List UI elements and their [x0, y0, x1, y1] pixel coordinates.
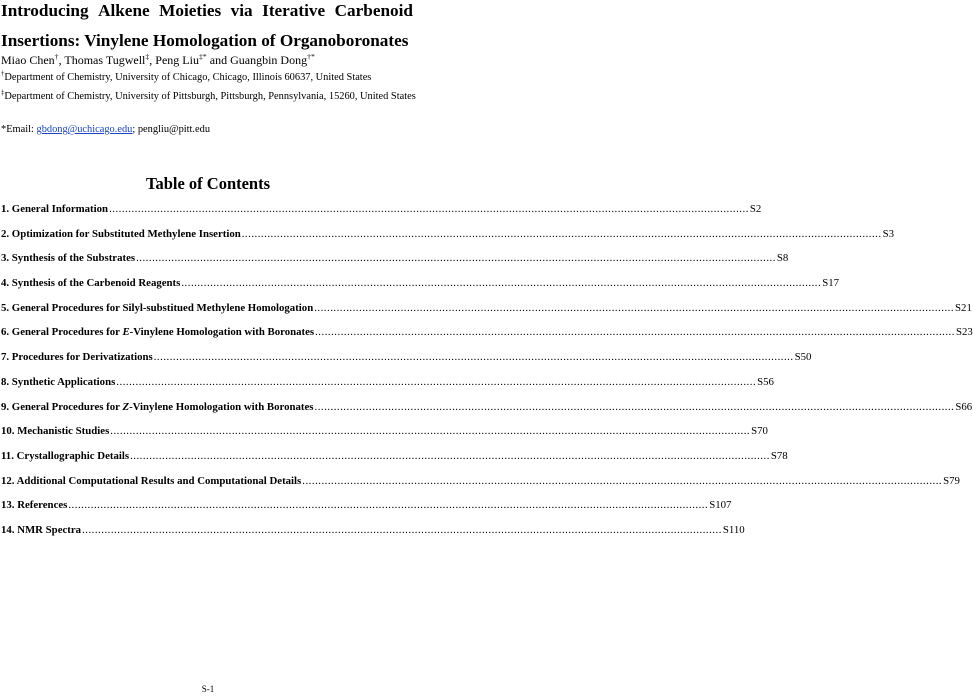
- toc-entry-label: 2. Optimization for Substituted Methylene Insertion: [1, 227, 241, 240]
- author-mark: ‡*: [198, 52, 207, 61]
- contact-email: [1, 124, 210, 135]
- page-number: S-1: [201, 684, 215, 694]
- toc-entry[interactable]: [1, 301, 972, 327]
- toc-entry-page: S50: [794, 351, 812, 364]
- toc-dot-leader: ........................................................................................................................................................................................................: [136, 252, 776, 265]
- toc-entry-page: S107: [709, 499, 732, 512]
- toc-dot-leader: ........................................................................................................................................................................................................: [68, 499, 709, 512]
- toc-dot-leader: ........................................................................................................................................................................................................: [302, 474, 943, 487]
- toc-dot-leader: ........................................................................................................................................................................................................: [116, 375, 757, 388]
- toc-entry-label: 5. General Procedures for Silyl-substitued Methylene Homologation: [1, 301, 314, 314]
- toc-entry-page: S8: [776, 252, 789, 265]
- toc-entry-label: 13. References: [1, 499, 68, 512]
- toc-entry-label: 6. General Procedures for E-Vinylene Homologation with Boronates: [1, 326, 315, 339]
- toc-entry-page: S110: [722, 523, 745, 536]
- toc-entry-page: S78: [770, 449, 788, 462]
- title-line-1: [1, 1, 413, 21]
- toc-entry-page: S21: [955, 301, 972, 314]
- author-separator: and: [206, 53, 231, 67]
- affiliation-text: Department of Chemistry, University of Pittsburgh, Pittsburgh, Pennsylvania, 15260, United States: [4, 91, 416, 102]
- email-link[interactable]: gbdong@uchicago.edu: [36, 124, 133, 135]
- toc-dot-leader: ........................................................................................................................................................................................................: [314, 400, 955, 413]
- toc-entry[interactable]: [1, 227, 894, 253]
- title-word: Moieties: [159, 1, 222, 20]
- title-line-2: Insertions: Vinylene Homologation of Organoboronates: [1, 31, 409, 50]
- toc-entry[interactable]: [1, 400, 973, 426]
- email-rest: ; pengliu@pitt.edu: [132, 124, 211, 135]
- author-list: [1, 53, 315, 68]
- toc-dot-leader: ........................................................................................................................................................................................................: [110, 425, 751, 438]
- toc-entry-label: 8. Synthetic Applications: [1, 375, 116, 388]
- toc-entry-page: S17: [822, 277, 840, 290]
- author-name: Thomas Tugwell: [64, 53, 146, 67]
- toc-entry[interactable]: [1, 277, 840, 302]
- author-mark: †: [54, 52, 59, 61]
- toc-dot-leader: ........................................................................................................................................................................................................: [109, 203, 749, 215]
- toc-dot-leader: ........................................................................................................................................................................................................: [181, 277, 822, 290]
- toc-entry-label: 3. Synthesis of the Substrates: [1, 252, 136, 265]
- toc-entry-label: 7. Procedures for Derivatizations: [1, 351, 153, 364]
- author-name: Guangbin Dong: [230, 53, 308, 67]
- affiliation-text: Department of Chemistry, University of Chicago, Chicago, Illinois 60637, United States: [4, 72, 372, 83]
- author-separator: ,: [149, 53, 156, 67]
- affiliation-mark: ‡: [1, 89, 5, 97]
- title-word: Iterative: [262, 1, 326, 20]
- title-word: Alkene: [98, 1, 150, 20]
- toc-entry-page: S23: [955, 326, 973, 339]
- toc-entry-label: 9. General Procedures for Z-Vinylene Homologation with Boronates: [1, 400, 314, 413]
- toc-entry[interactable]: [1, 351, 812, 376]
- affiliation: [1, 91, 416, 102]
- toc-entry[interactable]: [1, 499, 732, 524]
- author-name: Miao Chen: [1, 53, 55, 67]
- author-mark: †*: [307, 52, 315, 61]
- toc-dot-leader: ........................................................................................................................................................................................................: [130, 449, 770, 462]
- title-word: Carbenoid: [334, 1, 413, 20]
- toc-entry-label: 10. Mechanistic Studies: [1, 425, 110, 438]
- email-prefix: *Email:: [1, 124, 37, 135]
- toc-entry-page: S56: [757, 375, 774, 388]
- author-mark: ‡: [145, 52, 150, 61]
- toc-dot-leader: ........................................................................................................................................................................................................: [314, 301, 955, 314]
- toc-entry-page: S70: [751, 425, 768, 438]
- toc-heading: Table of Contents: [145, 174, 271, 193]
- toc-entry-page: S79: [943, 474, 960, 487]
- author-name: Peng Liu: [155, 53, 199, 67]
- affiliation-mark: †: [1, 70, 5, 78]
- toc-entry-label: 4. Synthesis of the Carbenoid Reagents: [1, 277, 181, 290]
- toc-entry[interactable]: [1, 252, 789, 277]
- toc-entry[interactable]: [1, 474, 960, 500]
- title-word: Introducing: [1, 1, 89, 20]
- title-word: via: [230, 1, 253, 20]
- toc-dot-leader: ........................................................................................................................................................................................................: [82, 523, 722, 536]
- toc-entry-label: 1. General Information: [1, 203, 109, 215]
- toc-entry[interactable]: [1, 449, 788, 475]
- toc-entry-page: S2: [749, 203, 762, 215]
- toc-entry-label: 12. Additional Computational Results and Computational Details: [1, 474, 302, 487]
- toc-dot-leader: ........................................................................................................................................................................................................: [153, 351, 794, 364]
- toc-entry[interactable]: [1, 326, 973, 351]
- toc-entry[interactable]: [1, 375, 774, 401]
- toc-entry-page: S66: [955, 400, 973, 413]
- author-separator: ,: [58, 53, 65, 67]
- toc-entry-label: 14. NMR Spectra: [1, 523, 82, 536]
- toc-entry[interactable]: [1, 203, 762, 228]
- toc-dot-leader: ........................................................................................................................................................................................................: [241, 227, 882, 240]
- toc-entry[interactable]: [1, 523, 745, 549]
- affiliation: [1, 72, 371, 83]
- toc-entry-page: S3: [882, 227, 894, 240]
- table-of-contents: [1, 203, 973, 549]
- toc-dot-leader: ........................................................................................................................................................................................................: [315, 326, 955, 339]
- toc-entry-label: 11. Crystallographic Details: [1, 449, 130, 462]
- toc-entry[interactable]: [1, 425, 768, 450]
